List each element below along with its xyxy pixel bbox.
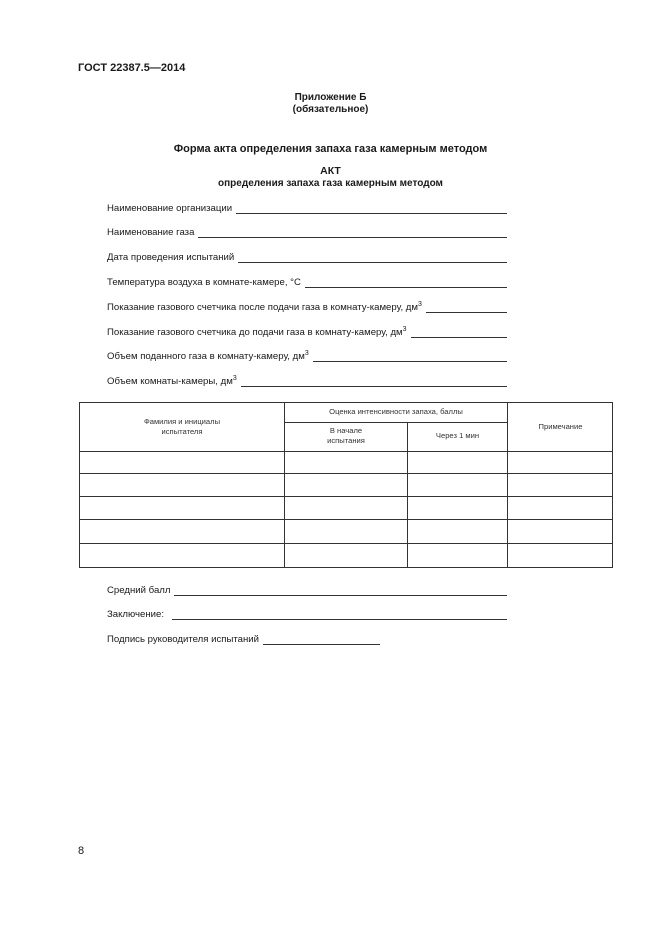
field-label: Дата проведения испытаний — [107, 252, 235, 263]
header-tester-name: Фамилия и инициалы испытателя — [143, 417, 221, 436]
fill-line — [313, 351, 507, 362]
fill-line — [411, 327, 507, 338]
table-row-divider — [80, 519, 613, 520]
table-col-divider — [407, 422, 408, 568]
fill-line — [305, 277, 507, 288]
header-after-1-min: Через 1 мин — [435, 431, 480, 440]
standard-code: ГОСТ 22387.5—2014 — [78, 62, 186, 74]
form-title: Форма акта определения запаха газа камерным методом — [173, 143, 488, 155]
evaluation-table — [79, 402, 613, 568]
page-number: 8 — [78, 845, 85, 857]
field-signature — [107, 631, 380, 645]
field-label: Наименование газа — [107, 227, 195, 238]
field-label: Показание газового счетчика до подачи газа в комнату-камеру, $дм^3$ — [107, 326, 407, 338]
field-label: Подпись руководителя испытаний — [107, 634, 260, 645]
field-meter-after — [107, 299, 507, 313]
field-average-score — [107, 582, 507, 596]
field-air-temperature — [107, 274, 507, 288]
fill-line — [241, 376, 507, 387]
table-row-divider — [80, 543, 613, 544]
header-odor-intensity: Оценка интенсивности запаха, баллы — [329, 407, 463, 416]
field-conclusion — [107, 606, 507, 620]
field-gas-volume — [107, 348, 507, 362]
fill-line — [174, 585, 507, 596]
fill-line — [426, 302, 507, 313]
field-room-volume — [107, 373, 507, 387]
table-row-divider — [80, 496, 613, 497]
field-meter-before — [107, 324, 507, 338]
field-label: Средний балл — [107, 585, 171, 596]
field-organization — [107, 200, 507, 214]
field-label: Объем поданного газа в комнату-камеру, $дм^3$ — [107, 350, 309, 362]
field-label: Заключение: — [107, 609, 165, 620]
field-label: Объем комнаты-камеры, $дм^3$ — [107, 375, 237, 387]
act-subtitle: определения запаха газа камерным методом — [218, 178, 443, 189]
appendix-title: Приложение Б — [294, 92, 367, 103]
header-note: Примечание — [538, 422, 583, 431]
field-gas-name — [107, 224, 507, 238]
table-row-divider — [80, 473, 613, 474]
table-row-divider — [284, 422, 507, 423]
fill-line — [263, 634, 380, 645]
fill-line — [236, 203, 507, 214]
field-label: Показание газового счетчика после подачи газа в комнату-камеру, $дм^3$ — [107, 301, 422, 313]
field-test-date — [107, 249, 507, 263]
fill-line — [238, 252, 507, 263]
table-header-divider — [80, 451, 613, 452]
fill-line — [172, 609, 507, 620]
field-label: Температура воздуха в комнате-камере, °С — [107, 277, 301, 288]
header-at-start: В начале испытания — [327, 426, 365, 445]
fill-line — [198, 227, 507, 238]
act-title: АКТ — [320, 165, 341, 177]
field-label: Наименование организации — [107, 203, 233, 214]
appendix-subtitle: (обязательное) — [292, 104, 369, 115]
